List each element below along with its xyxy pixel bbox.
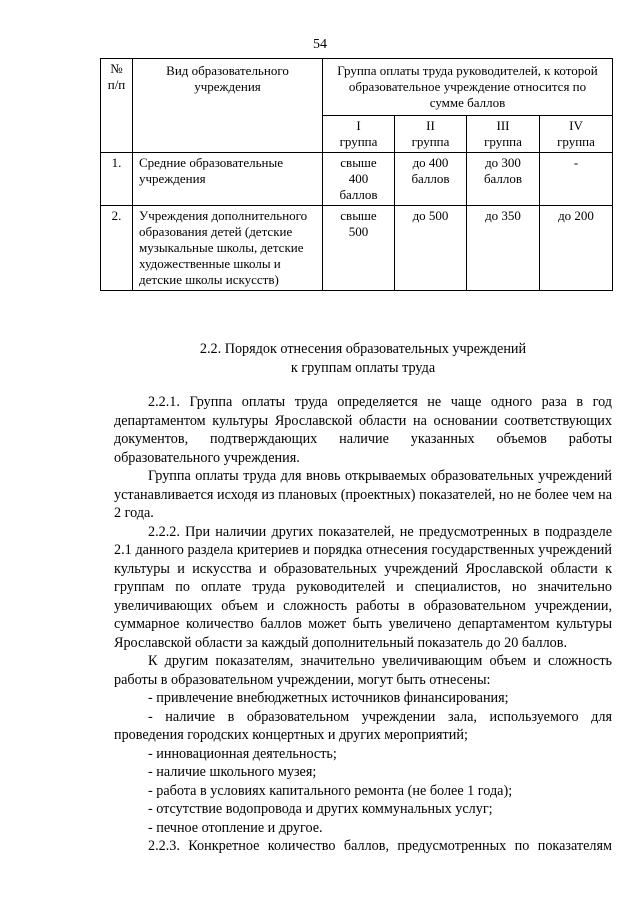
- row-kind: Средние образовательные учреждения: [133, 153, 323, 206]
- paragraph-other-indicators: К другим показателям, значительно увеличивающим объем и сложность работы в образовательном учреждении, могут быть отнесены:: [114, 653, 612, 688]
- row-group-2: до 500: [395, 206, 467, 291]
- list-item: - печное отопление и другое.: [148, 819, 323, 836]
- row-num: 2.: [101, 206, 133, 291]
- row-group-1: свыше 400 баллов: [323, 153, 395, 206]
- section-title-line-1: 2.2. Порядок отнесения образовательных учреждений: [199, 341, 527, 357]
- list-item: - наличие школьного музея;: [148, 764, 317, 780]
- list-item: - наличие в образовательном учреждении зала, используемого для проведения городских концертных и других мероприятий;: [114, 708, 612, 743]
- section-title-line-2: к группам оплаты труда: [290, 359, 436, 376]
- table-header-row: [101, 59, 613, 116]
- header-group-4: IV группа: [540, 116, 613, 153]
- list-item: - инновационная деятельность;: [148, 745, 337, 762]
- section-heading: [114, 340, 612, 377]
- table-row: [101, 206, 613, 291]
- page-number: 54: [313, 37, 327, 52]
- row-group-2: до 400 баллов: [395, 153, 467, 206]
- row-group-4: -: [540, 153, 613, 206]
- list-item: - привлечение внебюджетных источников финансирования;: [148, 690, 509, 706]
- header-group-2: II группа: [395, 116, 467, 153]
- header-group-1: I группа: [323, 116, 395, 153]
- row-group-3: до 350: [467, 206, 540, 291]
- header-num: № п/п: [101, 59, 133, 153]
- header-group-title: Группа оплаты труда руководителей, к которой образовательное учреждение относится по сумме баллов: [323, 59, 613, 116]
- paragraph-2-2-3: 2.2.3. Конкретное количество баллов, предусмотренных по показателям: [148, 838, 612, 854]
- list-item: - работа в условиях капитального ремонта (не более 1 года);: [148, 782, 513, 799]
- row-num: 1.: [101, 153, 133, 206]
- row-group-3: до 300 баллов: [467, 153, 540, 206]
- row-group-4: до 200: [540, 206, 613, 291]
- paragraph-2-2-2: 2.2.2. При наличии других показателей, не предусмотренных в подразделе 2.1 данного раздела критериев и порядка отнесения государственных учреждений культуры и искусства и образовательных учреждений Ярославской области к группам по оплате труда руководителей и специалистов, но значительно увеличивающих объем и сложность работы в образовательном учреждении, суммарное количество баллов может быть увеличено департаментом культуры Ярославской области за каждый дополнительный показатель до 20 баллов.: [114, 523, 612, 651]
- list-item: - отсутствие водопровода и других коммунальных услуг;: [148, 801, 493, 817]
- body-text: [114, 393, 612, 856]
- row-kind: Учреждения дополнительного образования детей (детские музыкальные школы, детские художественные школы и детские школы искусств): [133, 206, 323, 291]
- pay-group-table: [100, 58, 613, 291]
- paragraph-new-institutions: Группа оплаты труда для вновь открываемых образовательных учреждений устанавливается исходя из плановых (проектных) показателей, но не более чем на 2 года.: [114, 468, 612, 521]
- header-kind: Вид образовательного учреждения: [133, 59, 323, 153]
- table-row: [101, 153, 613, 206]
- row-group-1: свыше 500: [323, 206, 395, 291]
- header-group-3: III группа: [467, 116, 540, 153]
- paragraph-2-2-1: 2.2.1. Группа оплаты труда определяется не чаще одного раза в год департаментом культуры Ярославской области на основании соответствующих документов, подтверждающих наличие указанных объемов работы образовательного учреждения.: [114, 394, 612, 466]
